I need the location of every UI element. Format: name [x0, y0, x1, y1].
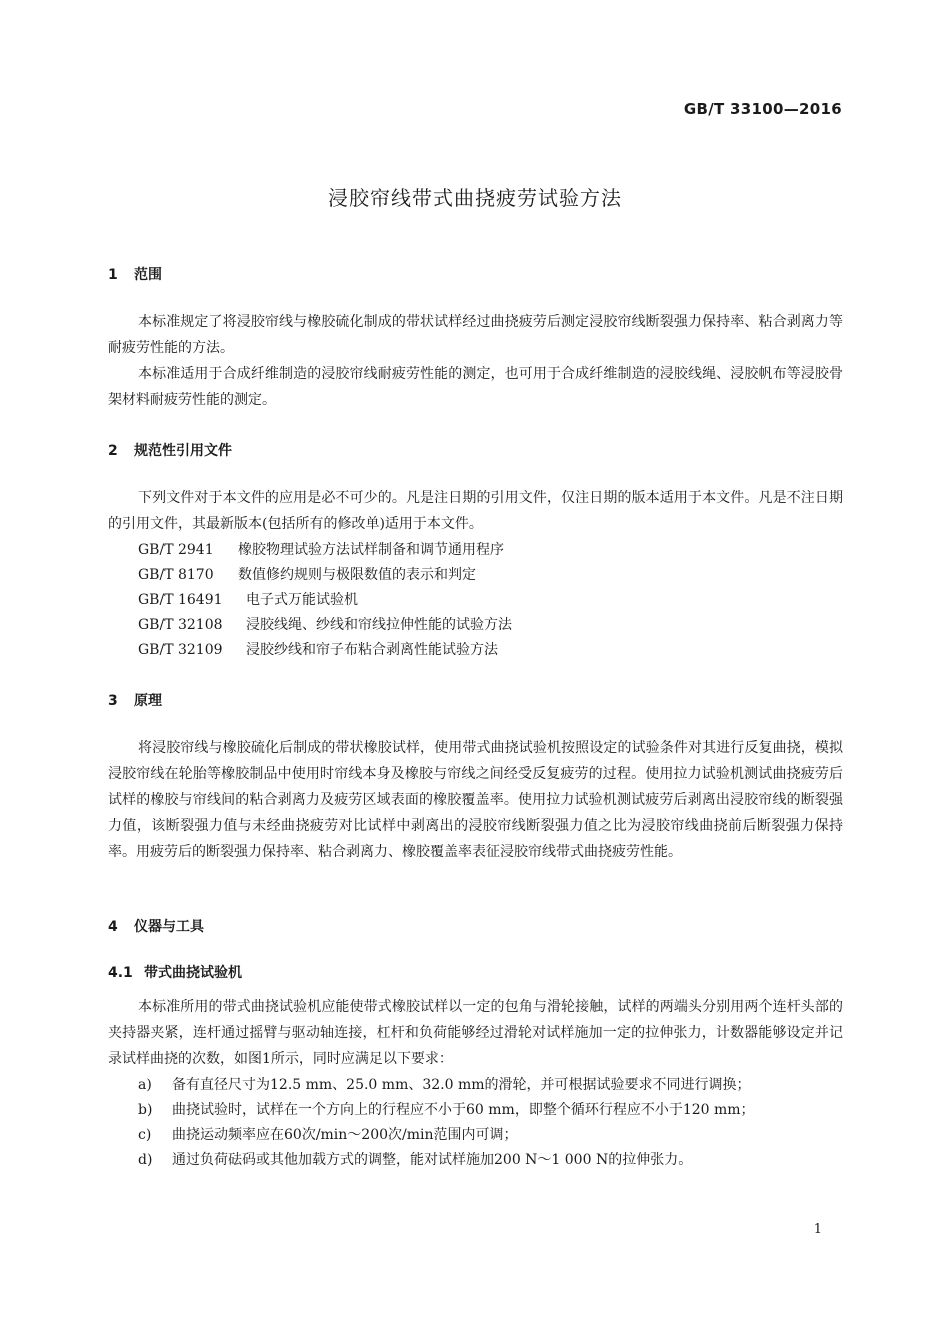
reference-item	[138, 562, 476, 588]
requirement-item	[138, 1097, 755, 1123]
reference-title: 浸胶纱线和帘子布粘合剥离性能试验方法	[246, 642, 498, 658]
reference-code: GB/T 32108	[138, 617, 223, 633]
requirement-item	[138, 1122, 518, 1148]
section-title: 仪器与工具	[134, 919, 204, 935]
item-text: 备有直径尺寸为12.5 mm、25.0 mm、32.0 mm的滑轮，并可根据试验要求不同进行调换；	[172, 1077, 751, 1093]
document-title: 浸胶帘线带式曲挠疲劳试验方法	[328, 186, 622, 210]
reference-code: GB/T 8170	[138, 567, 214, 583]
reference-title: 橡胶物理试验方法试样制备和调节通用程序	[238, 542, 504, 558]
section-2-heading	[108, 440, 232, 460]
section-number: 2	[108, 443, 118, 459]
reference-title: 浸胶线绳、纱线和帘线拉伸性能的试验方法	[246, 617, 512, 633]
requirement-item	[138, 1072, 751, 1098]
section-4-heading	[108, 916, 204, 936]
reference-item	[138, 587, 358, 613]
reference-code: GB/T 16491	[138, 592, 223, 608]
reference-code: GB/T 32109	[138, 642, 223, 658]
item-text: 曲挠运动频率应在60次/min～200次/min范围内可调；	[172, 1127, 518, 1143]
item-marker: d)	[138, 1152, 153, 1168]
section-1-heading	[108, 264, 162, 284]
section-title: 规范性引用文件	[134, 443, 232, 459]
item-marker: c)	[138, 1127, 152, 1143]
item-marker: b)	[138, 1102, 153, 1118]
reference-item	[138, 537, 504, 563]
subsection-4-1-paragraph: 本标准所用的带式曲挠试验机应能使带式橡胶试样以一定的包角与滑轮接触，试样的两端头分别用两个连杆头部的夹持器夹紧，连杆通过摇臂与驱动轴连接，杠杆和负荷能够经过滑轮对试样施加一定的拉伸张力，计数器能够设定并记录试样曲挠的次数，如图1所示，同时应满足以下要求：	[108, 999, 843, 1067]
section-title: 范围	[134, 267, 162, 283]
subsection-number: 4.1	[108, 965, 133, 981]
section-3-paragraph-1: 将浸胶帘线与橡胶硫化后制成的带状橡胶试样，使用带式曲挠试验机按照设定的试验条件对其进行反复曲挠，模拟浸胶帘线在轮胎等橡胶制品中使用时帘线本身及橡胶与帘线之间经受反复疲劳的过程。使用拉力试验机测试曲挠疲劳后试样的橡胶与帘线间的粘合剥离力及疲劳区域表面的橡胶覆盖率。使用拉力试验机测试疲劳后剥离出浸胶帘线的断裂强力值，该断裂强力值与未经曲挠疲劳对比试样中剥离出的浸胶帘线断裂强力值之比为浸胶帘线曲挠前后断裂强力保持率。用疲劳后的断裂强力保持率、粘合剥离力、橡胶覆盖率表征浸胶帘线带式曲挠疲劳性能。	[108, 740, 843, 860]
section-2-paragraph-1: 下列文件对于本文件的应用是必不可少的。凡是注日期的引用文件，仅注日期的版本适用于本文件。凡是不注日期的引用文件，其最新版本(包括所有的修改单)适用于本文件。	[108, 490, 843, 532]
page-number: 1	[813, 1222, 822, 1237]
requirement-item	[138, 1147, 692, 1173]
reference-item	[138, 612, 512, 638]
reference-item	[138, 637, 498, 663]
section-number: 1	[108, 267, 118, 283]
section-3-heading	[108, 690, 162, 710]
section-title: 原理	[134, 693, 162, 709]
section-1-paragraph-2: 本标准适用于合成纤维制造的浸胶帘线耐疲劳性能的测定，也可用于合成纤维制造的浸胶线绳、浸胶帆布等浸胶骨架材料耐疲劳性能的测定。	[108, 366, 843, 408]
reference-title: 电子式万能试验机	[246, 592, 358, 608]
section-1-paragraph-1: 本标准规定了将浸胶帘线与橡胶硫化制成的带状试样经过曲挠疲劳后测定浸胶帘线断裂强力保持率、粘合剥离力等耐疲劳性能的方法。	[108, 314, 843, 356]
section-number: 4	[108, 919, 118, 935]
reference-code: GB/T 2941	[138, 542, 214, 558]
item-marker: a)	[138, 1077, 152, 1093]
item-text: 曲挠试验时，试样在一个方向上的行程应不小于60 mm，即整个循环行程应不小于120 mm；	[172, 1102, 755, 1118]
section-number: 3	[108, 693, 118, 709]
subsection-title: 带式曲挠试验机	[144, 965, 242, 981]
subsection-4-1-heading	[108, 962, 242, 982]
reference-title: 数值修约规则与极限数值的表示和判定	[238, 567, 476, 583]
item-text: 通过负荷砝码或其他加载方式的调整，能对试样施加200 N～1 000 N的拉伸张力。	[172, 1152, 693, 1168]
standard-code: GB/T 33100—2016	[683, 100, 842, 118]
